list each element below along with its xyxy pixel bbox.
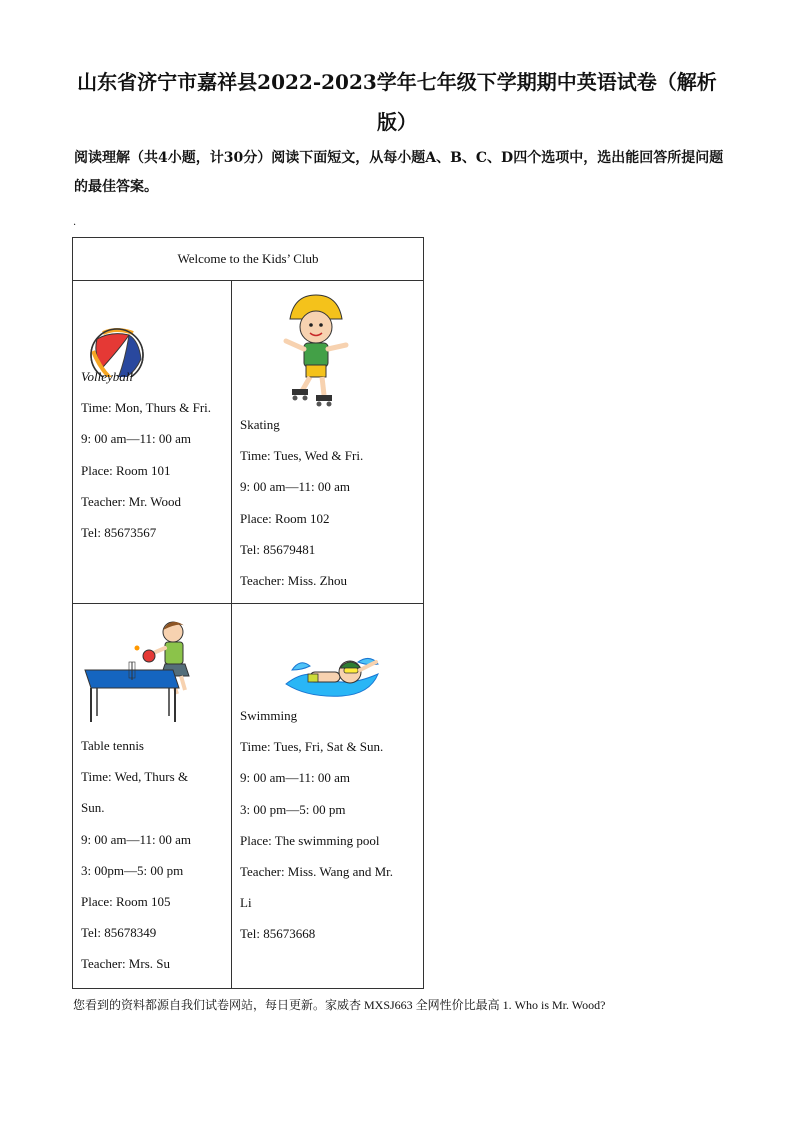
table-tennis-time-cont: Sun.: [81, 800, 105, 816]
swimming-teacher-cont: Li: [240, 895, 252, 911]
skating-kid-icon: [240, 281, 410, 409]
skating-teacher: Teacher: Miss. Zhou: [240, 573, 348, 589]
swimming-hours-pm: 3: 00 pm—5: 00 pm: [240, 801, 346, 817]
swimming-tel: Tel: 85673668: [240, 926, 316, 942]
footer-note: 您看到的资料都源自我们试卷网站，每日更新。家威杏 MXSJ663 全网性价比最高 1. Who is Mr. Wood?: [73, 998, 606, 1012]
skating-cell: [232, 281, 424, 604]
skating-time: Time: Tues, Wed & Fri.: [240, 448, 364, 464]
table-tennis-label: Table tennis: [81, 738, 144, 753]
table-tennis-time: Time: Wed, Thurs &: [81, 769, 189, 785]
swimming-hours-am: 9: 00 am—11: 00 am: [240, 770, 351, 786]
table-tennis-tel: Tel: 85678349: [81, 925, 157, 941]
swimming-time: Time: Tues, Fri, Sat & Sun.: [240, 739, 384, 755]
swimming-cell: [232, 604, 424, 989]
skating-tel: Tel: 85679481: [240, 541, 316, 557]
volleyball-time: Time: Mon, Thurs & Fri.: [81, 400, 212, 416]
skating-label: Skating: [240, 417, 280, 432]
small-dot: .: [73, 217, 77, 228]
volleyball-place: Place: Room 101: [81, 462, 171, 478]
table-tennis-cell: [73, 604, 232, 989]
swimming-kid-icon: [240, 604, 410, 700]
table-tennis-hours-pm: 3: 00pm—5: 00 pm: [81, 862, 184, 878]
table-tennis-hours-am: 9: 00 am—11: 00 am: [81, 831, 192, 847]
volleyball-label: Volleyball: [81, 369, 133, 384]
page-title: 山东省济宁市嘉祥县2022-2023学年七年级下学期期中英语试卷（解析版）: [77, 70, 717, 134]
table-tennis-teacher: Teacher: Mrs. Su: [81, 956, 170, 972]
kids-club-table: [72, 237, 424, 989]
skating-place: Place: Room 102: [240, 510, 330, 526]
swimming-label: Swimming: [240, 708, 298, 723]
skating-hours: 9: 00 am—11: 00 am: [240, 479, 351, 495]
table-tennis-place: Place: Room 105: [81, 894, 171, 910]
volleyball-hours: 9: 00 am—11: 00 am: [81, 431, 192, 447]
section-instructions: 阅读理解（共4小题，计30分）阅读下面短文，从每小题A、B、C、D四个选项中，选出能回答所提问题的最佳答案。: [74, 150, 724, 195]
swimming-place: Place: The swimming pool: [240, 832, 380, 848]
volleyball-tel: Tel: 85673567: [81, 525, 157, 541]
volleyball-cell: [73, 281, 232, 604]
table-tennis-icon: [81, 604, 221, 730]
table-heading: Welcome to the Kids’ Club: [73, 238, 424, 281]
volleyball-teacher: Teacher: Mr. Wood: [81, 493, 181, 509]
swimming-teacher: Teacher: Miss. Wang and Mr.: [240, 864, 394, 880]
